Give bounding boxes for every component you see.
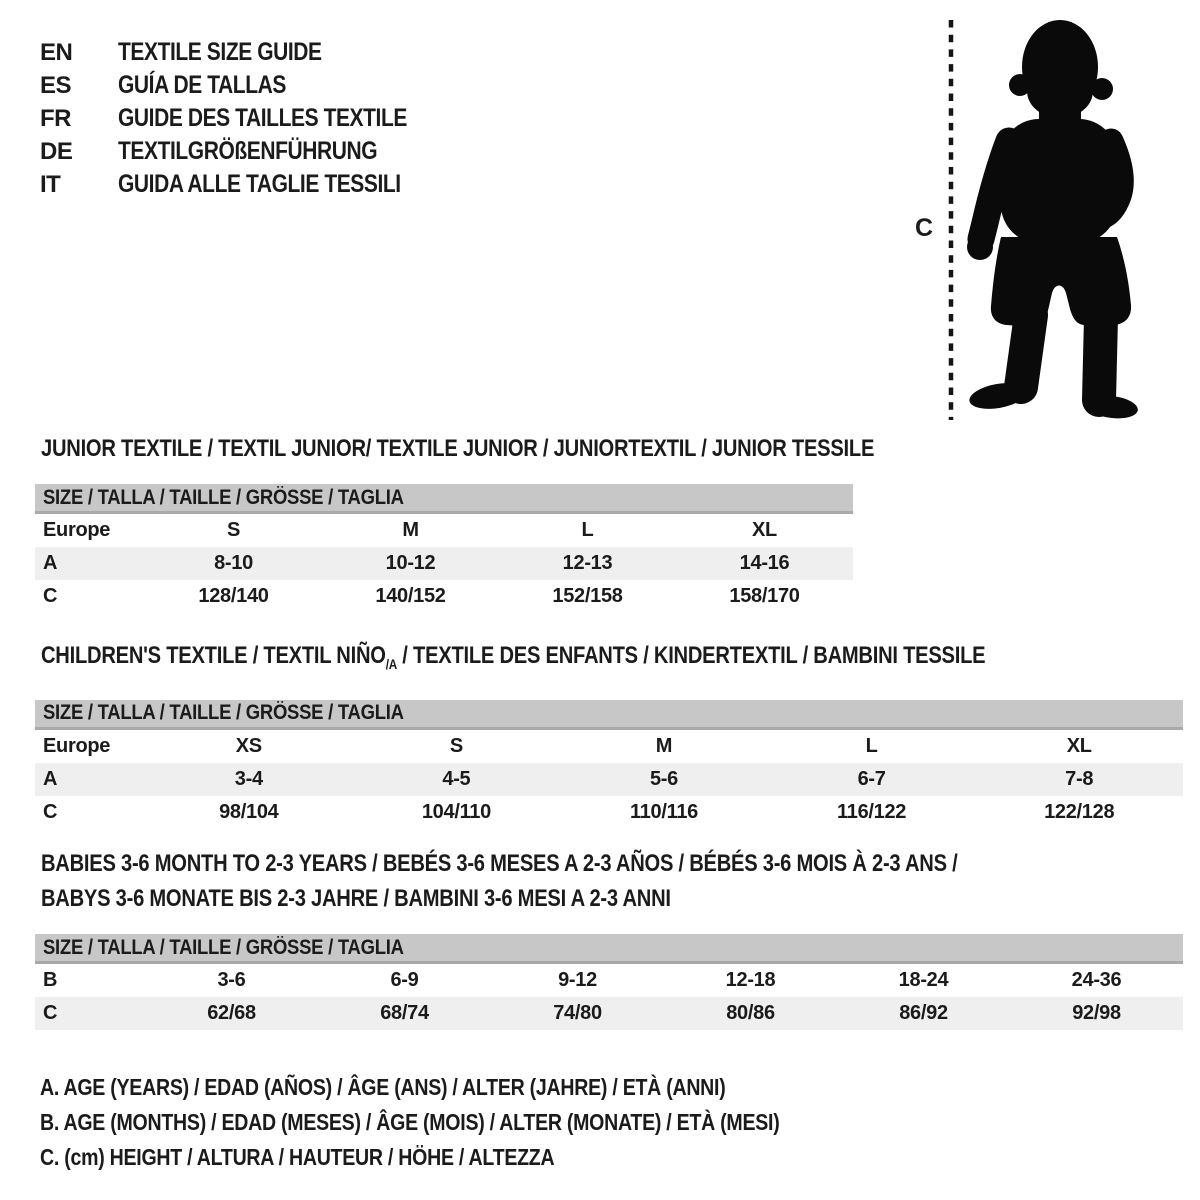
language-row — [40, 69, 462, 102]
table-size-header-text: SIZE / TALLA / TAILLE / GRÖSSE / TAGLIA — [43, 485, 404, 509]
table-size-header — [35, 700, 1183, 729]
size-cell: 158/170 — [729, 585, 800, 607]
size-cell: XL — [752, 519, 777, 541]
size-cell: 14-16 — [739, 552, 790, 574]
size-cell: 104/110 — [421, 800, 491, 823]
table-row — [35, 580, 853, 613]
section-babies-textile — [35, 851, 1183, 1030]
language-code: EN — [40, 38, 73, 66]
section-title — [35, 643, 1183, 677]
footnote-line: B. AGE (MONTHS) / EDAD (MESES) / ÂGE (MOIS) / ALTER (MONATE) / ETÀ (MESI) — [40, 1109, 780, 1135]
size-cell: 152/158 — [552, 585, 623, 607]
table-size-header — [35, 934, 1183, 963]
size-cell: 86/92 — [899, 1002, 948, 1024]
table-row — [35, 513, 853, 548]
size-cell: 116/122 — [837, 800, 907, 823]
size-cell: 110/116 — [629, 800, 698, 823]
table-header-row — [35, 934, 1183, 963]
section-title-line — [41, 851, 1000, 876]
size-table — [35, 934, 1183, 1030]
table-size-header-text: SIZE / TALLA / TAILLE / GRÖSSE / TAGLIA — [43, 701, 404, 725]
toddler-silhouette-icon — [965, 15, 1140, 420]
size-cell: 4-5 — [442, 767, 471, 790]
size-cell: 128/140 — [198, 585, 269, 607]
language-code: IT — [40, 170, 61, 198]
language-code: DE — [40, 137, 73, 165]
section-title — [35, 435, 875, 462]
size-cell: 92/98 — [1072, 1002, 1121, 1024]
row-label: B — [43, 969, 58, 991]
language-row — [40, 135, 462, 168]
height-measure-line-icon — [945, 18, 957, 422]
language-list — [40, 36, 462, 201]
size-cell: XL — [1066, 734, 1092, 757]
section-junior-textile — [35, 435, 875, 613]
size-cell: M — [655, 734, 673, 757]
size-cell: 7-8 — [1065, 767, 1094, 790]
title-segment: /A — [385, 655, 397, 672]
table-size-header-text: SIZE / TALLA / TAILLE / GRÖSSE / TAGLIA — [43, 935, 404, 959]
size-cell: 80/86 — [726, 1002, 775, 1024]
section-title-line — [41, 886, 1000, 911]
size-table — [35, 700, 1183, 829]
size-cell: XS — [235, 734, 262, 757]
language-label: GUIDA ALLE TAGLIE TESSILI — [118, 170, 401, 198]
footnote-line: A. AGE (YEARS) / EDAD (AÑOS) / ÂGE (ANS) / ALTER (JAHRE) / ETÀ (ANNI) — [40, 1074, 726, 1100]
size-cell: 6-7 — [857, 767, 886, 790]
size-cell: 6-9 — [390, 969, 419, 991]
section-title-line — [41, 643, 1000, 677]
height-figure — [905, 12, 1190, 430]
size-cell: 74/80 — [553, 1002, 602, 1024]
size-cell: 3-4 — [234, 767, 263, 790]
title-segment: JUNIOR TEXTILE / TEXTIL JUNIOR/ TEXTILE JUNIOR / JUNIORTEXTIL / JUNIOR TESSILE — [41, 435, 875, 462]
row-label: Europe — [43, 734, 111, 757]
language-row — [40, 36, 462, 69]
language-code: ES — [40, 71, 72, 99]
section-title-line — [41, 435, 875, 462]
language-label: TEXTILE SIZE GUIDE — [118, 38, 322, 66]
title-segment: / TEXTILE DES ENFANTS / KINDERTEXTIL / BAMBINI TESSILE — [396, 642, 986, 669]
title-segment: CHILDREN'S TEXTILE / TEXTIL NIÑO — [41, 642, 386, 669]
row-label: Europe — [43, 519, 111, 541]
size-cell: 18-24 — [898, 969, 949, 991]
row-label: C — [43, 800, 58, 823]
footnote-line: C. (cm) HEIGHT / ALTURA / HAUTEUR / HÖHE / ALTEZZA — [40, 1144, 555, 1170]
size-table — [35, 484, 853, 613]
table-header-row — [35, 700, 1183, 729]
table-header-row — [35, 484, 853, 513]
size-cell: 24-36 — [1071, 969, 1122, 991]
row-label: C — [43, 1002, 58, 1024]
size-cell: S — [449, 734, 463, 757]
table-size-header — [35, 484, 853, 513]
measure-legend — [40, 1070, 910, 1175]
language-label: GUÍA DE TALLAS — [118, 71, 286, 99]
table-row — [35, 763, 1183, 796]
size-cell: 3-6 — [217, 969, 246, 991]
table-row — [35, 547, 853, 580]
row-label: A — [43, 767, 58, 790]
row-label: C — [43, 585, 58, 607]
title-segment: BABYS 3-6 MONATE BIS 2-3 JAHRE / BAMBINI 3-6 MESI A 2-3 ANNI — [41, 885, 671, 912]
size-cell: 5-6 — [649, 767, 678, 790]
size-cell: 8-10 — [214, 552, 253, 574]
size-cell: 62/68 — [207, 1002, 256, 1024]
size-cell: 98/104 — [219, 800, 279, 823]
row-label: A — [43, 552, 58, 574]
table-row — [35, 728, 1183, 763]
size-cell: 10-12 — [385, 552, 436, 574]
language-label: GUIDE DES TAILLES TEXTILE — [118, 104, 407, 132]
size-cell: 12-18 — [725, 969, 776, 991]
section-title — [35, 851, 1183, 911]
language-code: FR — [40, 104, 71, 132]
size-cell: S — [226, 519, 241, 541]
language-row — [40, 102, 462, 135]
height-measure-label: C — [915, 214, 934, 242]
language-row — [40, 168, 462, 201]
size-cell: 68/74 — [380, 1002, 429, 1024]
size-cell: M — [402, 519, 419, 541]
table-row — [35, 963, 1183, 998]
table-row — [35, 796, 1183, 829]
size-cell: 9-12 — [558, 969, 597, 991]
section-children-textile — [35, 643, 1183, 829]
size-cell: L — [865, 734, 878, 757]
size-cell: 140/152 — [375, 585, 446, 607]
language-label: TEXTILGRÖßENFÜHRUNG — [118, 137, 378, 165]
title-segment: BABIES 3-6 MONTH TO 2-3 YEARS / BEBÉS 3-6 MESES A 2-3 AÑOS / BÉBÉS 3-6 MOIS À 2-3 ANS / — [41, 850, 958, 877]
size-cell: 12-13 — [562, 552, 613, 574]
size-cell: 122/128 — [1044, 800, 1115, 823]
size-cell: L — [581, 519, 594, 541]
table-row — [35, 997, 1183, 1030]
